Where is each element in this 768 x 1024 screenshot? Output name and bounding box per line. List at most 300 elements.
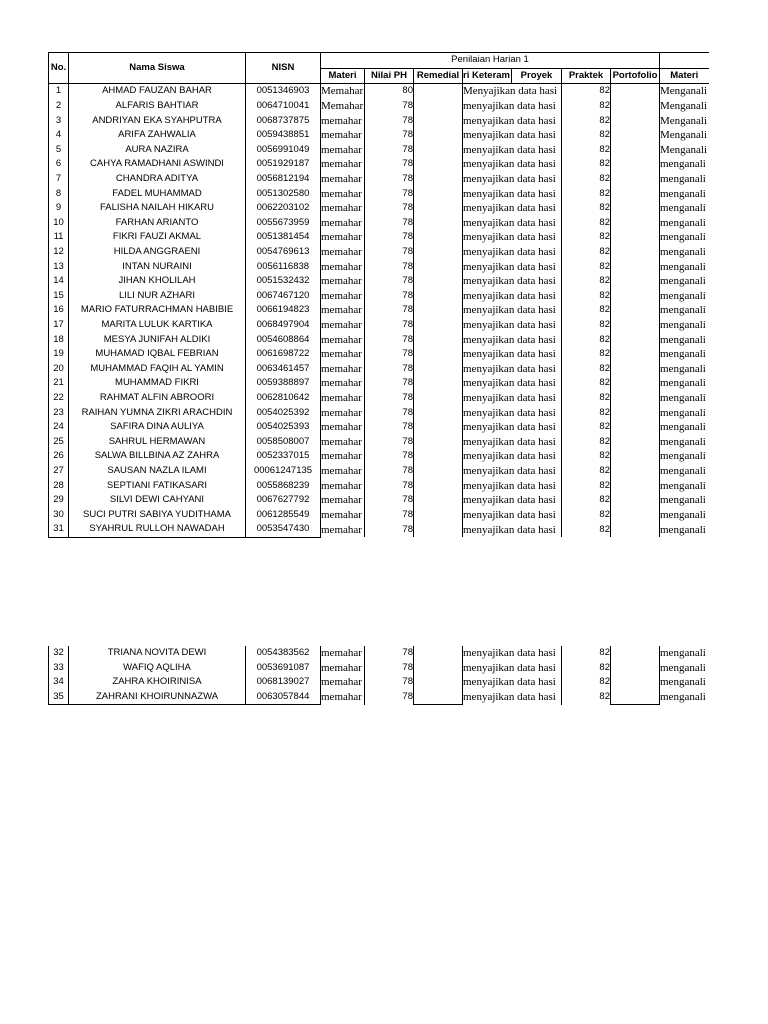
cell-materi-2: menganali	[660, 435, 706, 448]
cell-praktek: 82	[562, 201, 611, 216]
table-body-top	[49, 84, 709, 537]
cell-keterampilan: Menyajikan data hasi	[463, 85, 558, 98]
cell-praktek: 82	[562, 172, 611, 187]
cell-no: 8	[49, 186, 69, 201]
cell-keterampilan: menyajikan data hasi	[463, 260, 556, 273]
cell-nisn: 0062810642	[246, 391, 321, 406]
cell-nama-siswa: RAIHAN YUMNA ZIKRI ARACHDIN	[69, 405, 246, 420]
cell-remedial	[414, 420, 463, 435]
cell-no: 31	[49, 522, 69, 537]
cell-keterampilan: menyajikan data hasi	[463, 691, 556, 704]
cell-materi: memahar	[321, 347, 365, 362]
cell-materi: memahar	[321, 420, 365, 435]
table-row	[49, 186, 709, 201]
cell-materi-2: menganali	[660, 362, 706, 375]
cell-materi: memahar	[321, 507, 365, 522]
cell-praktek: 82	[562, 128, 611, 143]
header-keterampilan: ri Keteram	[463, 68, 512, 84]
cell-remedial	[414, 493, 463, 508]
cell-remedial	[414, 259, 463, 274]
cell-keterampilan: menyajikan data hasi	[463, 508, 556, 521]
header-praktek: Praktek	[562, 68, 611, 84]
cell-nisn: 0056991049	[246, 143, 321, 158]
cell-no: 27	[49, 464, 69, 479]
cell-nisn: 0068139027	[246, 675, 321, 690]
cell-nisn: 0052337015	[246, 449, 321, 464]
cell-keterampilan: menyajikan data hasi	[463, 158, 556, 171]
cell-nama-siswa: SALWA BILLBINA AZ ZAHRA	[69, 449, 246, 464]
cell-portofolio	[611, 449, 660, 464]
cell-no: 6	[49, 157, 69, 172]
cell-nama-siswa: MARIO FATURRACHMAN HABIBIE	[69, 303, 246, 318]
cell-nama-siswa: JIHAN KHOLILAH	[69, 274, 246, 289]
cell-praktek: 82	[562, 478, 611, 493]
cell-nilai-ph: 78	[365, 230, 414, 245]
cell-portofolio	[611, 216, 660, 231]
cell-materi-2: menganali	[660, 289, 706, 302]
cell-no: 12	[49, 245, 69, 260]
cell-materi-2: Menganali	[660, 129, 708, 142]
cell-no: 20	[49, 361, 69, 376]
cell-keterampilan: menyajikan data hasi	[463, 129, 556, 142]
cell-nilai-ph: 78	[365, 201, 414, 216]
table-row	[49, 434, 709, 449]
cell-praktek: 82	[562, 449, 611, 464]
cell-nama-siswa: ALFARIS BAHTIAR	[69, 99, 246, 114]
cell-materi: memahar	[321, 318, 365, 333]
cell-portofolio	[611, 376, 660, 391]
cell-keterampilan: menyajikan data hasi	[463, 202, 556, 215]
cell-nilai-ph: 78	[365, 376, 414, 391]
cell-keterampilan: menyajikan data hasi	[463, 421, 556, 434]
cell-nisn: 0054383562	[246, 646, 321, 661]
cell-keterampilan: menyajikan data hasi	[463, 479, 556, 492]
header-remedial: Remedial	[414, 68, 463, 84]
cell-materi: Memahar	[321, 85, 364, 98]
cell-keterampilan: menyajikan data hasi	[463, 348, 556, 361]
table-row	[49, 216, 709, 231]
cell-portofolio	[611, 186, 660, 201]
table-row	[49, 690, 709, 705]
table-row	[49, 464, 709, 479]
cell-materi-2: menganali	[660, 377, 706, 390]
cell-praktek: 82	[562, 391, 611, 406]
cell-materi-2: menganali	[660, 216, 706, 229]
cell-materi: memahar	[321, 449, 365, 464]
cell-nisn: 0051381454	[246, 230, 321, 245]
cell-materi-2: menganali	[660, 333, 706, 346]
cell-no: 7	[49, 172, 69, 187]
cell-nilai-ph: 78	[365, 318, 414, 333]
cell-materi-2: menganali	[660, 450, 706, 463]
cell-portofolio	[611, 361, 660, 376]
cell-materi: memahar	[321, 143, 365, 158]
table-row	[49, 405, 709, 420]
cell-keterampilan: menyajikan data hasi	[463, 377, 556, 390]
cell-no: 2	[49, 99, 69, 114]
cell-nama-siswa: MESYA JUNIFAH ALDIKI	[69, 332, 246, 347]
cell-portofolio	[611, 405, 660, 420]
cell-keterampilan: menyajikan data hasi	[463, 362, 556, 375]
cell-keterampilan: menyajikan data hasi	[463, 661, 556, 674]
grade-table-top	[48, 52, 709, 538]
cell-nisn: 0063057844	[246, 690, 321, 705]
cell-no: 33	[49, 661, 69, 676]
cell-materi: memahar	[321, 274, 365, 289]
cell-portofolio	[611, 230, 660, 245]
cell-keterampilan: menyajikan data hasi	[463, 333, 556, 346]
cell-praktek: 82	[562, 113, 611, 128]
cell-praktek: 82	[562, 318, 611, 333]
cell-keterampilan: menyajikan data hasi	[463, 464, 556, 477]
cell-keterampilan: menyajikan data hasi	[463, 647, 556, 660]
cell-nama-siswa: MARITA LULUK KARTIKA	[69, 318, 246, 333]
cell-nama-siswa: SAUSAN NAZLA ILAMI	[69, 464, 246, 479]
cell-materi: memahar	[321, 245, 365, 260]
cell-materi-2: menganali	[660, 348, 706, 361]
cell-materi-2: menganali	[660, 647, 706, 660]
cell-nama-siswa: TRIANA NOVITA DEWI	[69, 646, 246, 661]
cell-remedial	[414, 332, 463, 347]
cell-remedial	[414, 303, 463, 318]
cell-praktek: 82	[562, 420, 611, 435]
cell-nilai-ph: 78	[365, 675, 414, 690]
cell-nilai-ph: 78	[365, 128, 414, 143]
cell-materi: memahar	[321, 646, 365, 661]
cell-nisn: 0067467120	[246, 289, 321, 304]
cell-no: 24	[49, 420, 69, 435]
cell-materi-2: menganali	[660, 508, 706, 521]
cell-portofolio	[611, 157, 660, 172]
cell-no: 17	[49, 318, 69, 333]
cell-materi: memahar	[321, 478, 365, 493]
cell-nilai-ph: 78	[365, 186, 414, 201]
cell-praktek: 82	[562, 216, 611, 231]
cell-remedial	[414, 522, 463, 537]
cell-remedial	[414, 391, 463, 406]
cell-nisn: 0051346903	[246, 84, 321, 99]
cell-praktek: 82	[562, 434, 611, 449]
table-row	[49, 128, 709, 143]
cell-materi-2: Menganali	[660, 85, 708, 98]
cell-nilai-ph: 78	[365, 464, 414, 479]
cell-nisn: 0055868239	[246, 478, 321, 493]
cell-nama-siswa: MUHAMMAD FIKRI	[69, 376, 246, 391]
cell-materi: memahar	[321, 157, 365, 172]
cell-nisn: 0053691087	[246, 661, 321, 676]
table-row	[49, 289, 709, 304]
cell-remedial	[414, 449, 463, 464]
cell-keterampilan: menyajikan data hasi	[463, 173, 556, 186]
cell-nisn: 0068497904	[246, 318, 321, 333]
cell-nisn: 0054769613	[246, 245, 321, 260]
cell-praktek: 82	[562, 332, 611, 347]
cell-keterampilan: menyajikan data hasi	[463, 216, 556, 229]
cell-no: 21	[49, 376, 69, 391]
cell-keterampilan: menyajikan data hasi	[463, 289, 556, 302]
cell-nama-siswa: WAFIQ AQLIHA	[69, 661, 246, 676]
cell-nama-siswa: RAHMAT ALFIN ABROORI	[69, 391, 246, 406]
cell-nilai-ph: 78	[365, 449, 414, 464]
cell-nisn: 0055673959	[246, 216, 321, 231]
cell-portofolio	[611, 646, 660, 661]
cell-keterampilan: menyajikan data hasi	[463, 275, 556, 288]
cell-materi-2: menganali	[660, 246, 706, 259]
table-row	[49, 646, 709, 661]
cell-portofolio	[611, 478, 660, 493]
cell-no: 32	[49, 646, 69, 661]
cell-keterampilan: menyajikan data hasi	[463, 114, 556, 127]
cell-no: 16	[49, 303, 69, 318]
cell-nisn: 0061285549	[246, 507, 321, 522]
cell-portofolio	[611, 274, 660, 289]
cell-nisn: 0061698722	[246, 347, 321, 362]
cell-no: 15	[49, 289, 69, 304]
table-row	[49, 172, 709, 187]
cell-nisn: 0059388897	[246, 376, 321, 391]
cell-materi: memahar	[321, 289, 365, 304]
cell-nilai-ph: 78	[365, 332, 414, 347]
cell-portofolio	[611, 420, 660, 435]
table-row	[49, 391, 709, 406]
cell-remedial	[414, 376, 463, 391]
cell-no: 13	[49, 259, 69, 274]
cell-keterampilan: menyajikan data hasi	[463, 187, 556, 200]
cell-materi: memahar	[321, 113, 365, 128]
header-proyek: Proyek	[512, 68, 562, 84]
cell-portofolio	[611, 318, 660, 333]
cell-nisn: 0054608864	[246, 332, 321, 347]
cell-nama-siswa: ARIFA ZAHWALIA	[69, 128, 246, 143]
cell-keterampilan: menyajikan data hasi	[463, 406, 556, 419]
cell-nilai-ph: 78	[365, 274, 414, 289]
cell-praktek: 82	[562, 405, 611, 420]
cell-nilai-ph: 78	[365, 113, 414, 128]
table-row	[49, 361, 709, 376]
table-row	[49, 507, 709, 522]
cell-no: 30	[49, 507, 69, 522]
cell-no: 28	[49, 478, 69, 493]
table-row	[49, 449, 709, 464]
table-row	[49, 230, 709, 245]
cell-keterampilan: menyajikan data hasi	[463, 304, 556, 317]
cell-portofolio	[611, 347, 660, 362]
cell-nama-siswa: SEPTIANI FATIKASARI	[69, 478, 246, 493]
cell-remedial	[414, 99, 463, 114]
cell-portofolio	[611, 259, 660, 274]
cell-nilai-ph: 78	[365, 361, 414, 376]
cell-remedial	[414, 143, 463, 158]
cell-praktek: 82	[562, 661, 611, 676]
cell-portofolio	[611, 507, 660, 522]
cell-remedial	[414, 347, 463, 362]
table-row	[49, 661, 709, 676]
cell-remedial	[414, 318, 463, 333]
cell-nisn: 0051302580	[246, 186, 321, 201]
cell-remedial	[414, 245, 463, 260]
cell-remedial	[414, 216, 463, 231]
cell-nisn: 0068737875	[246, 113, 321, 128]
cell-materi-2: menganali	[660, 406, 706, 419]
cell-praktek: 82	[562, 675, 611, 690]
cell-materi-2: menganali	[660, 421, 706, 434]
cell-nisn: 0063461457	[246, 361, 321, 376]
cell-nama-siswa: MUHAMAD IQBAL FEBRIAN	[69, 347, 246, 362]
cell-praktek: 82	[562, 347, 611, 362]
cell-praktek: 82	[562, 464, 611, 479]
cell-nama-siswa: HILDA ANGGRAENI	[69, 245, 246, 260]
cell-nilai-ph: 78	[365, 347, 414, 362]
cell-nisn: 0053547430	[246, 522, 321, 537]
cell-nilai-ph: 78	[365, 478, 414, 493]
cell-materi-2: menganali	[660, 318, 706, 331]
table-body-bottom	[49, 646, 709, 705]
cell-praktek: 82	[562, 274, 611, 289]
cell-nama-siswa: FALISHA NAILAH HIKARU	[69, 201, 246, 216]
cell-nilai-ph: 78	[365, 172, 414, 187]
cell-remedial	[414, 230, 463, 245]
cell-nama-siswa: SAHRUL HERMAWAN	[69, 434, 246, 449]
cell-materi-2: Menganali	[660, 100, 708, 113]
cell-materi: memahar	[321, 661, 365, 676]
header-penilaian-harian: Penilaian Harian 1	[321, 53, 660, 69]
header-nilai-ph: Nilai PH	[365, 68, 414, 84]
cell-no: 19	[49, 347, 69, 362]
header-nisn: NISN	[246, 53, 321, 84]
cell-remedial	[414, 84, 463, 99]
cell-materi-2: menganali	[660, 494, 706, 507]
cell-nilai-ph: 78	[365, 99, 414, 114]
cell-materi: memahar	[321, 361, 365, 376]
cell-praktek: 82	[562, 493, 611, 508]
cell-materi: Memahar	[321, 100, 364, 113]
cell-no: 25	[49, 434, 69, 449]
cell-portofolio	[611, 201, 660, 216]
cell-nama-siswa: CHANDRA ADITYA	[69, 172, 246, 187]
cell-nisn: 0054025393	[246, 420, 321, 435]
cell-materi-2: menganali	[660, 391, 706, 404]
table-row	[49, 245, 709, 260]
cell-portofolio	[611, 332, 660, 347]
cell-portofolio	[611, 172, 660, 187]
cell-remedial	[414, 274, 463, 289]
cell-no: 14	[49, 274, 69, 289]
cell-praktek: 82	[562, 143, 611, 158]
cell-keterampilan: menyajikan data hasi	[463, 231, 556, 244]
cell-nilai-ph: 80	[365, 84, 414, 99]
cell-materi: memahar	[321, 464, 365, 479]
cell-nilai-ph: 78	[365, 245, 414, 260]
cell-nama-siswa: CAHYA RAMADHANI ASWINDI	[69, 157, 246, 172]
cell-nama-siswa: ZAHRANI KHOIRUNNAZWA	[69, 690, 246, 705]
header-name: Nama Siswa	[69, 53, 246, 84]
cell-remedial	[414, 646, 463, 661]
cell-praktek: 82	[562, 690, 611, 705]
cell-remedial	[414, 405, 463, 420]
cell-materi: memahar	[321, 332, 365, 347]
header-no: No.	[49, 53, 69, 84]
table-row	[49, 420, 709, 435]
cell-remedial	[414, 201, 463, 216]
cell-praktek: 82	[562, 259, 611, 274]
header-blank	[660, 53, 709, 69]
grade-table-bottom	[48, 646, 709, 705]
cell-materi-2: menganali	[660, 202, 706, 215]
cell-nilai-ph: 78	[365, 661, 414, 676]
cell-nama-siswa: AURA NAZIRA	[69, 143, 246, 158]
cell-materi: memahar	[321, 522, 365, 537]
cell-remedial	[414, 361, 463, 376]
cell-nilai-ph: 78	[365, 216, 414, 231]
cell-nama-siswa: FARHAN ARIANTO	[69, 216, 246, 231]
cell-remedial	[414, 289, 463, 304]
table-row	[49, 376, 709, 391]
cell-portofolio	[611, 391, 660, 406]
cell-materi-2: menganali	[660, 231, 706, 244]
header-materi: Materi	[321, 68, 365, 84]
cell-keterampilan: menyajikan data hasi	[463, 391, 556, 404]
cell-praktek: 82	[562, 186, 611, 201]
cell-nama-siswa: AHMAD FAUZAN BAHAR	[69, 84, 246, 99]
cell-nilai-ph: 78	[365, 391, 414, 406]
table-row	[49, 478, 709, 493]
cell-remedial	[414, 172, 463, 187]
cell-materi: memahar	[321, 172, 365, 187]
cell-nilai-ph: 78	[365, 690, 414, 705]
cell-materi: memahar	[321, 216, 365, 231]
cell-no: 9	[49, 201, 69, 216]
cell-portofolio	[611, 289, 660, 304]
cell-no: 26	[49, 449, 69, 464]
cell-nisn: 0064710041	[246, 99, 321, 114]
cell-materi: memahar	[321, 690, 365, 705]
cell-portofolio	[611, 128, 660, 143]
cell-praktek: 82	[562, 157, 611, 172]
cell-keterampilan: menyajikan data hasi	[463, 246, 556, 259]
cell-portofolio	[611, 84, 660, 99]
cell-nisn: 0056812194	[246, 172, 321, 187]
table-row	[49, 99, 709, 114]
cell-keterampilan: menyajikan data hasi	[463, 318, 556, 331]
cell-nama-siswa: SILVI DEWI CAHYANI	[69, 493, 246, 508]
cell-materi: memahar	[321, 259, 365, 274]
cell-nisn: 0059438851	[246, 128, 321, 143]
table-row	[49, 522, 709, 537]
cell-remedial	[414, 478, 463, 493]
table-row	[49, 274, 709, 289]
cell-nisn: 0051532432	[246, 274, 321, 289]
cell-portofolio	[611, 113, 660, 128]
cell-materi-2: menganali	[660, 158, 706, 171]
cell-materi-2: menganali	[660, 260, 706, 273]
cell-remedial	[414, 157, 463, 172]
cell-materi: memahar	[321, 434, 365, 449]
cell-keterampilan: menyajikan data hasi	[463, 676, 556, 689]
cell-portofolio	[611, 245, 660, 260]
cell-materi-2: menganali	[660, 304, 706, 317]
cell-nisn: 0067627792	[246, 493, 321, 508]
cell-nisn: 0066194823	[246, 303, 321, 318]
cell-materi: memahar	[321, 186, 365, 201]
cell-nama-siswa: ZAHRA KHOIRINISA	[69, 675, 246, 690]
cell-no: 3	[49, 113, 69, 128]
cell-remedial	[414, 507, 463, 522]
cell-nama-siswa: SYAHRUL RULLOH NAWADAH	[69, 522, 246, 537]
cell-keterampilan: menyajikan data hasi	[463, 100, 556, 113]
cell-materi: memahar	[321, 201, 365, 216]
cell-nama-siswa: MUHAMMAD FAQIH AL YAMIN	[69, 361, 246, 376]
cell-keterampilan: menyajikan data hasi	[463, 523, 556, 536]
